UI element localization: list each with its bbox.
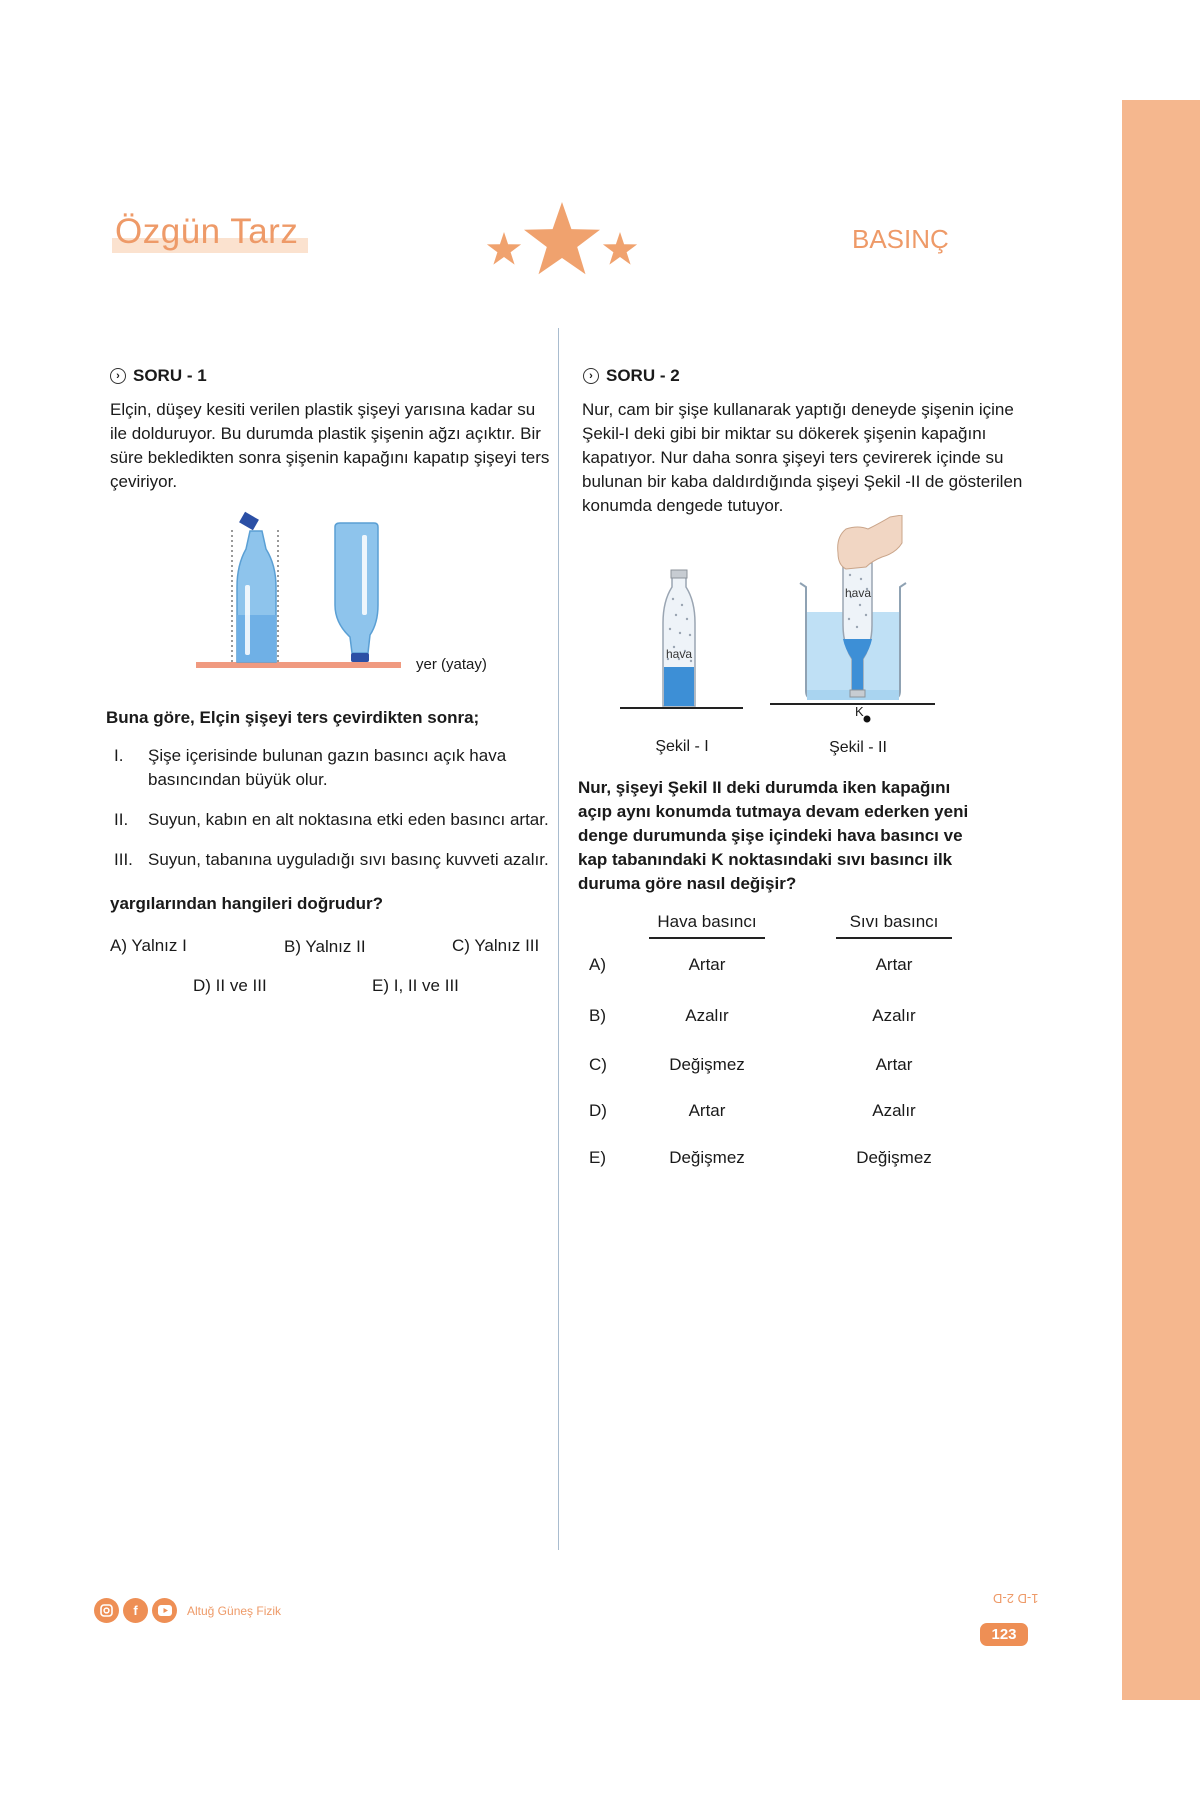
answer-label: E) <box>589 1148 606 1167</box>
bottle-inverted <box>335 523 378 662</box>
column-underline-liquid <box>836 937 952 939</box>
figure-2 <box>770 515 935 756</box>
option-a[interactable]: A) Yalnız I <box>110 936 187 955</box>
question-2-question: Nur, şişeyi Şekil II deki durumda iken kapağını açıp aynı konumda tutmaya devam ederken yeni denge durumunda şişe içindeki hava basıncı ve kap tabanındaki K noktasındaki sıvı basıncı ilk duruma göre nasıl değişir? <box>578 778 969 893</box>
air-pressure-value: Azalır <box>685 1006 729 1025</box>
answer-key-code: 1-D 2-D <box>993 1591 1039 1606</box>
point-k <box>864 716 871 723</box>
option-c[interactable]: C) Yalnız III <box>452 936 540 955</box>
question-2-title: SORU - 2 <box>606 366 680 385</box>
option-b[interactable]: B) Yalnız II <box>284 937 366 956</box>
ground-line <box>196 662 401 668</box>
statement-iii: III. Suyun, tabanına uyguladığı sıvı basınç kuvveti azalır. <box>114 850 549 869</box>
air-label-1: hava <box>665 647 693 661</box>
page-number: 123 <box>980 1623 1028 1646</box>
answer-label: A) <box>589 955 606 974</box>
liquid-pressure-value: Artar <box>875 955 913 974</box>
air-pressure-value: Artar <box>688 955 726 974</box>
brand-title: Özgün Tarz <box>115 212 299 251</box>
topic-title: BASINÇ <box>852 224 949 254</box>
side-bar <box>1122 100 1200 1700</box>
social-links <box>94 1598 281 1623</box>
air-pressure-value: Değişmez <box>669 1055 745 1074</box>
air-label-2: hava <box>844 586 872 600</box>
option-e[interactable]: E) I, II ve III <box>372 976 459 995</box>
facebook-icon[interactable]: f <box>123 1598 148 1623</box>
column-underline-air <box>649 937 765 939</box>
question-2-header <box>583 366 680 386</box>
instagram-icon[interactable] <box>94 1598 119 1623</box>
air-pressure-value: Değişmez <box>669 1148 745 1167</box>
column-divider <box>558 328 559 1550</box>
answer-label: D) <box>589 1101 607 1120</box>
bottle-upright <box>237 512 276 662</box>
question-1-question: yargılarından hangileri doğrudur? <box>110 894 383 913</box>
statement-ii: II. Suyun, kabın en alt noktasına etki eden basıncı artar. <box>114 810 549 829</box>
column-header-air: Hava basıncı <box>657 912 757 931</box>
youtube-icon[interactable] <box>152 1598 177 1623</box>
figure-1 <box>620 570 743 755</box>
author-name: Altuğ Güneş Fizik <box>187 1603 282 1618</box>
chevron-right-icon: › <box>110 368 126 384</box>
question-1-header <box>110 366 207 386</box>
question-1-title: SORU - 1 <box>133 366 207 385</box>
liquid-pressure-value: Değişmez <box>856 1148 932 1167</box>
question-1-lead: Buna göre, Elçin şişeyi ters çevirdikten sonra; <box>106 708 480 727</box>
figure-2-caption: Şekil - II <box>829 739 887 756</box>
option-d[interactable]: D) II ve III <box>193 976 267 995</box>
liquid-pressure-value: Azalır <box>872 1006 916 1025</box>
chevron-right-icon: › <box>583 368 599 384</box>
question-1-figure <box>190 505 500 685</box>
figure-1-caption: Şekil - I <box>655 738 709 755</box>
air-pressure-value: Artar <box>688 1101 726 1120</box>
point-k-label: K <box>855 704 864 719</box>
question-1-text: Elçin, düşey kesiti verilen plastik şişeyi yarısına kadar su ile dolduruyor. Bu durumda plastik şişenin ağzı açıktır. Bir süre bekledikten sonra şişenin kapağını kapatıp şişeyi ters çeviriyor. <box>110 400 550 491</box>
liquid-pressure-value: Azalır <box>872 1101 916 1120</box>
question-2-figure <box>610 515 950 770</box>
stars-icon <box>482 200 642 284</box>
answer-label: B) <box>589 1006 606 1025</box>
answer-label: C) <box>589 1055 607 1074</box>
ground-label: yer (yatay) <box>416 656 487 673</box>
liquid-pressure-value: Artar <box>875 1055 913 1074</box>
question-2-text: Nur, cam bir şişe kullanarak yaptığı deneyde şişenin içine Şekil-I deki gibi bir miktar su dökerek şişenin kapağını kapatıyor. Nur daha sonra şişeyi ters çevirerek içinde su bulunan bir kaba daldırdığında şişeyi Şekil -II de gösterilen konumda dengede tutuyor. <box>582 400 1023 515</box>
statement-list <box>114 744 554 872</box>
statement-i: I. Şişe içerisinde bulunan gazın basıncı açık hava basıncından büyük olur. <box>114 746 507 789</box>
column-header-liquid: Sıvı basıncı <box>849 912 939 931</box>
